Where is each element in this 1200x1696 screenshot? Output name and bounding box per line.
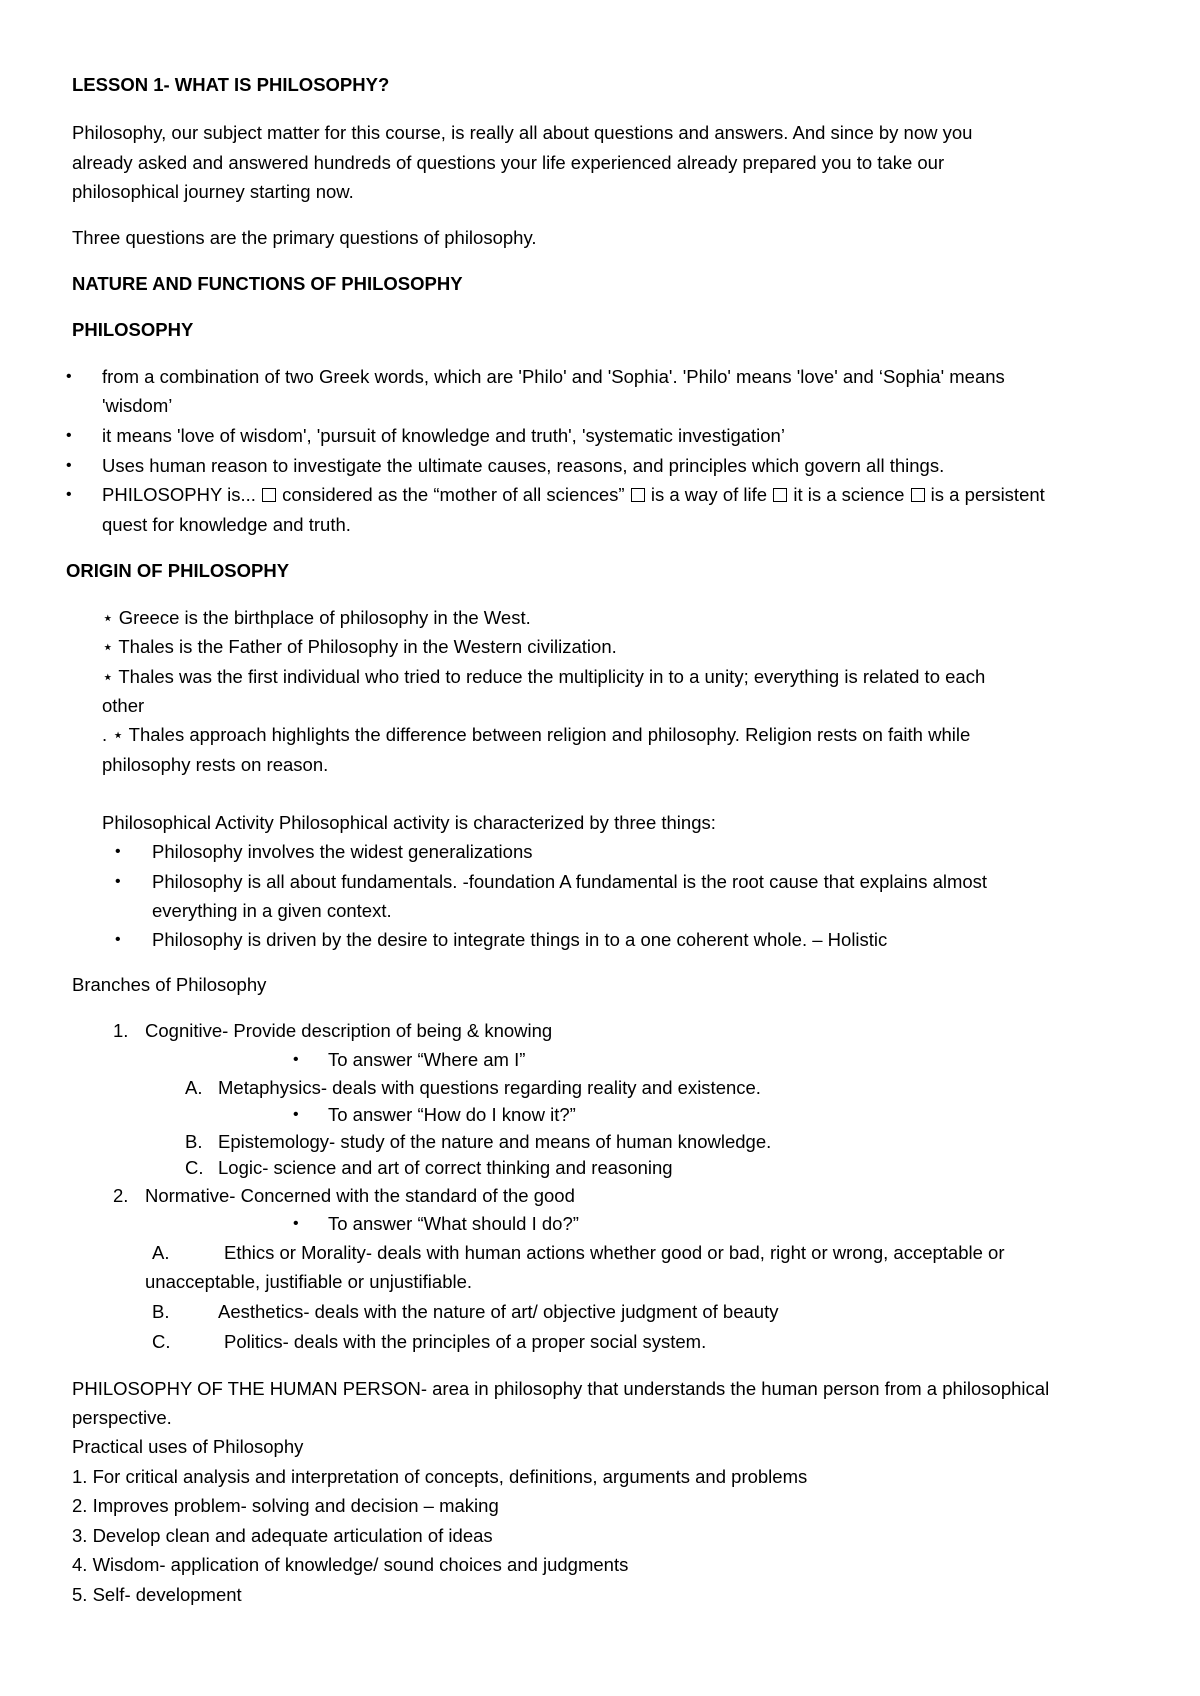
checkbox-icon [631,488,645,502]
list-marker: A. [152,1242,170,1263]
origin-line: ⋆ Thales was the first individual who tried to reduce the multiplicity in to a unity; everything is related to each [102,666,986,687]
list-marker: B. [152,1301,170,1322]
branch-item: Cognitive- Provide description of being & knowing [145,1020,553,1041]
human-person-text: PHILOSOPHY OF THE HUMAN PERSON- area in philosophy that understands the human person from a philosophical [72,1378,1050,1399]
origin-heading: ORIGIN OF PHILOSOPHY [66,560,290,581]
list-marker: A. [185,1077,203,1098]
branch-subitem: Ethics or Morality- deals with human actions whether good or bad, right or wrong, acceptable or [224,1242,1005,1263]
origin-line: ⋆ Greece is the birthplace of philosophy in the West. [102,607,531,628]
bullet-icon: • [66,457,72,474]
branch-subitem: Logic- science and art of correct thinking and reasoning [218,1157,673,1178]
origin-line: other [102,695,145,716]
intro-line: philosophical journey starting now. [72,181,354,202]
philosophy-bullet [102,480,1045,510]
branch-subitem-cont: unacceptable, justifiable or unjustifiable. [145,1271,473,1292]
list-marker: C. [185,1157,204,1178]
intro-line: already asked and answered hundreds of questions your life experienced already prepared you to take our [72,152,945,173]
branch-question: To answer “What should I do?” [328,1213,579,1234]
bullet-icon: • [66,368,72,385]
checkbox-icon [773,488,787,502]
philosophy-bullet-cont: quest for knowledge and truth. [102,514,351,535]
activity-bullet: Philosophy involves the widest generalizations [152,841,533,862]
bullet-icon: • [66,427,72,444]
activity-bullet: Philosophy is driven by the desire to integrate things in to a one coherent whole. – Holistic [152,929,888,950]
origin-line: philosophy rests on reason. [102,754,329,775]
list-marker: 1. [113,1020,129,1041]
list-marker: 2. [113,1185,129,1206]
bullet-text: it is a science [788,484,910,505]
branch-question: To answer “Where am I” [328,1049,526,1070]
bullet-icon: • [293,1051,299,1068]
philosophy-bullet-cont: 'wisdom’ [102,395,173,416]
practical-item: 4. Wisdom- application of knowledge/ sound choices and judgments [72,1554,629,1575]
practical-item: 5. Self- development [72,1584,242,1605]
bullet-icon: • [115,843,121,860]
bullet-text: PHILOSOPHY is... [102,484,262,505]
bullet-icon: • [293,1215,299,1232]
intro-line: Philosophy, our subject matter for this course, is really all about questions and answers. And since by now you [72,122,973,143]
activity-bullet-cont: everything in a given context. [152,900,392,921]
branch-subitem: Politics- deals with the principles of a proper social system. [224,1331,707,1352]
practical-item: 3. Develop clean and adequate articulation of ideas [72,1525,493,1546]
bullet-text: is a persistent [925,484,1045,505]
origin-line: ⋆ Thales is the Father of Philosophy in the Western civilization. [102,636,617,657]
nature-heading: NATURE AND FUNCTIONS OF PHILOSOPHY [72,273,463,294]
three-questions-text: Three questions are the primary questions of philosophy. [72,227,537,248]
bullet-text: is a way of life [645,484,773,505]
branch-subitem: Aesthetics- deals with the nature of art/ objective judgment of beauty [218,1301,779,1322]
list-marker: B. [185,1131,203,1152]
practical-item: 1. For critical analysis and interpretation of concepts, definitions, arguments and problems [72,1466,808,1487]
branch-subitem: Metaphysics- deals with questions regarding reality and existence. [218,1077,761,1098]
checkbox-icon [911,488,925,502]
branch-item: Normative- Concerned with the standard of the good [145,1185,575,1206]
philosophy-bullet: from a combination of two Greek words, which are 'Philo' and 'Sophia'. 'Philo' means 'love' and ‘Sophia' means [102,366,1005,387]
branch-subitem: Epistemology- study of the nature and means of human knowledge. [218,1131,772,1152]
branch-question: To answer “How do I know it?” [328,1104,576,1125]
bullet-text: considered as the “mother of all sciences” [277,484,630,505]
bullet-icon: • [115,931,121,948]
activity-intro: Philosophical Activity Philosophical activity is characterized by three things: [102,812,716,833]
list-marker: C. [152,1331,171,1352]
bullet-icon: • [66,486,72,503]
philosophy-heading: PHILOSOPHY [72,319,194,340]
human-person-text: perspective. [72,1407,172,1428]
philosophy-bullet: it means 'love of wisdom', 'pursuit of knowledge and truth', 'systematic investigation’ [102,425,785,446]
practical-heading: Practical uses of Philosophy [72,1436,304,1457]
practical-item: 2. Improves problem- solving and decision – making [72,1495,499,1516]
activity-bullet: Philosophy is all about fundamentals. -foundation A fundamental is the root cause that explains almost [152,871,988,892]
bullet-icon: • [293,1106,299,1123]
bullet-icon: • [115,873,121,890]
branches-heading: Branches of Philosophy [72,974,267,995]
philosophy-bullet: Uses human reason to investigate the ultimate causes, reasons, and principles which govern all things. [102,455,945,476]
checkbox-icon [262,488,276,502]
origin-line: . ⋆ Thales approach highlights the difference between religion and philosophy. Religion rests on faith while [102,724,971,745]
lesson-title: LESSON 1- WHAT IS PHILOSOPHY? [72,74,390,95]
